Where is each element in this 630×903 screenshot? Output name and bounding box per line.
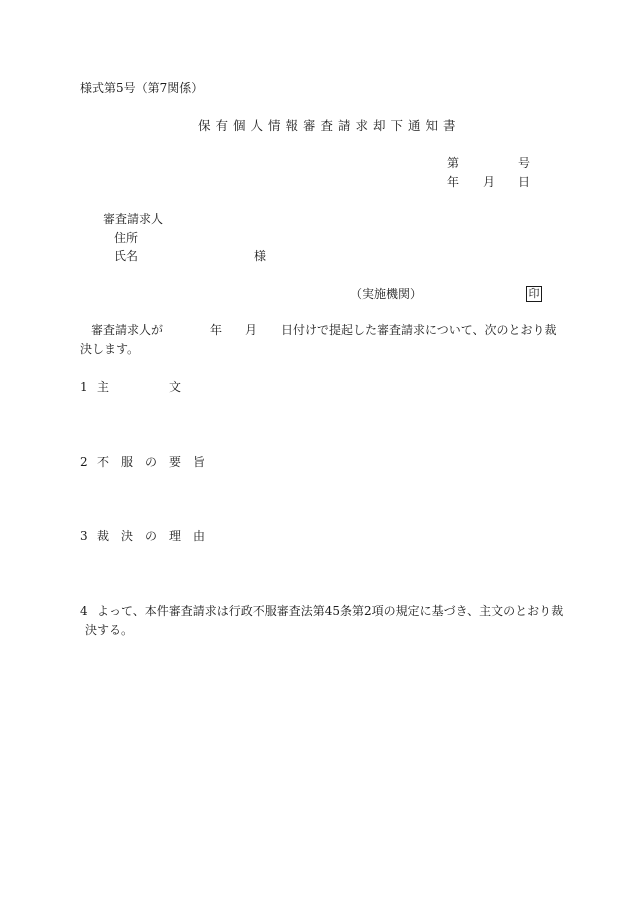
section-3-num: 3 (80, 529, 88, 543)
body-line1-prefix: 審査請求人が (91, 323, 164, 337)
address-label: 住所 (114, 231, 139, 245)
section-2-label: 不 服 の 要 旨 (97, 455, 206, 469)
body-line1-rest: 日付けで提起した審査請求について、次のとおり裁 (281, 323, 557, 337)
body-line1-year: 年 (210, 323, 223, 337)
section-2-num: 2 (80, 455, 88, 469)
doc-number-dai: 第 (447, 156, 460, 170)
document-title: 保有個人情報審査請求却下通知書 (198, 118, 461, 133)
agency-label: （実施機関） (350, 287, 423, 301)
date-day: 日 (518, 175, 531, 189)
name-label: 氏名 (114, 249, 139, 263)
body-line2: 決します。 (80, 342, 140, 356)
section-1-label: 主 文 (97, 380, 182, 394)
seal-box: 印 (526, 286, 542, 302)
doc-number-go: 号 (518, 156, 531, 170)
body-line1-month: 月 (245, 323, 258, 337)
date-month: 月 (483, 175, 496, 189)
section-1-num: 1 (80, 380, 88, 394)
section-3-label: 裁 決 の 理 由 (97, 529, 206, 543)
conclusion-line2: 決する。 (85, 623, 134, 637)
section-4-num: 4 (80, 604, 88, 618)
honorific: 様 (254, 249, 267, 263)
seal-mark (526, 285, 542, 302)
form-number: 様式第5号（第7関係） (80, 81, 204, 95)
date-year: 年 (447, 175, 460, 189)
requester-heading: 審査請求人 (103, 212, 164, 226)
conclusion-line1: よって、本件審査請求は行政不服審査法第45条第2項の規定に基づき、主文のとおり裁 (97, 604, 564, 618)
